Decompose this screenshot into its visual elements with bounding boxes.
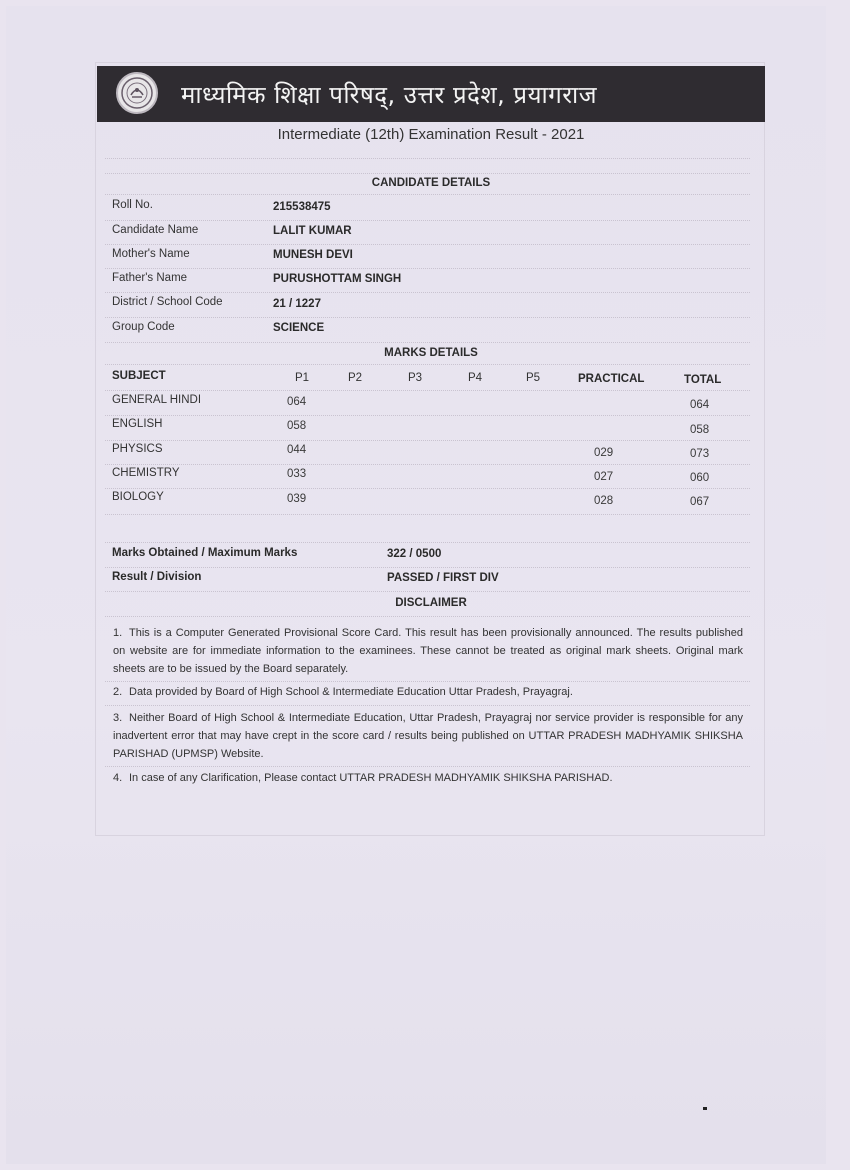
disclaimer-text: In case of any Clarification, Please contact UTTAR PRADESH MADHYAMIK SHIKSHA PARISHAD.: [129, 772, 613, 784]
divider: [105, 390, 750, 391]
district-school-code-label: District / School Code: [112, 296, 223, 308]
district-school-code-value: 21 / 1227: [273, 298, 321, 310]
disclaimer-number: 1.: [113, 627, 123, 639]
disclaimer-number: 3.: [113, 712, 123, 724]
result-division-label: Result / Division: [112, 571, 202, 583]
col-p2: P2: [348, 372, 363, 384]
mothers-name-label: Mother's Name: [112, 248, 190, 260]
disclaimer-item: [113, 769, 743, 787]
divider: [105, 342, 750, 343]
disclaimer-number: 4.: [113, 772, 123, 784]
subject-name: GENERAL HINDI: [112, 394, 202, 406]
candidate-name-value: LALIT KUMAR: [273, 225, 352, 237]
col-p3: P3: [408, 372, 423, 384]
divider: [105, 244, 750, 245]
disclaimer-number: 2.: [113, 686, 123, 698]
divider: [105, 567, 750, 568]
divider: [105, 194, 750, 195]
divider: [105, 415, 750, 416]
disclaimer-text: Neither Board of High School & Intermediate Education, Uttar Pradesh, Prayagraj nor service provider is responsible for any inadvertent error that may have crept in the score card / results being published on UTTAR PRADESH MADHYAMIK SHIKSHA PARISHAD (UPMSP) Website.: [113, 712, 743, 760]
divider: [105, 514, 750, 515]
col-p5: P5: [526, 372, 541, 384]
fathers-name-label: Father's Name: [112, 272, 188, 284]
total-mark: 064: [690, 399, 710, 411]
divider: [105, 158, 750, 159]
candidate-name-label: Candidate Name: [112, 224, 199, 236]
divider: [105, 173, 750, 174]
ink-speck: [703, 1107, 707, 1110]
board-name-hindi: माध्यमिक शिक्षा परिषद्, उत्तर प्रदेश, प्रयागराज: [181, 81, 598, 109]
p1-mark: 064: [287, 396, 307, 408]
divider: [105, 705, 750, 706]
divider: [105, 364, 750, 365]
practical-mark: 029: [594, 447, 614, 459]
exam-title: Intermediate (12th) Examination Result - 2021: [277, 126, 585, 143]
subject-name: BIOLOGY: [112, 491, 164, 503]
p1-mark: 039: [287, 493, 307, 505]
divider: [105, 292, 750, 293]
divider: [105, 464, 750, 465]
disclaimer-text: This is a Computer Generated Provisional Score Card. This result has been provisionally announced. The results published on website are for immediate information to the examinees. These cannot be treated as original mark sheets. Original mark sheets are to be issued by the Board separately.: [113, 627, 743, 675]
p1-mark: 058: [287, 420, 307, 432]
board-header: [97, 66, 765, 122]
group-code-value: SCIENCE: [273, 322, 325, 334]
divider: [105, 616, 750, 617]
col-p4: P4: [468, 372, 483, 384]
disclaimer-heading: DISCLAIMER: [395, 597, 467, 609]
subject-name: ENGLISH: [112, 418, 163, 430]
disclaimer-item: [113, 624, 743, 678]
total-mark: 067: [690, 496, 710, 508]
group-code-label: Group Code: [112, 321, 175, 333]
result-division-value: PASSED / FIRST DIV: [387, 572, 499, 584]
divider: [105, 317, 750, 318]
subject-name: PHYSICS: [112, 443, 163, 455]
disclaimer-text: Data provided by Board of High School & Intermediate Education Uttar Pradesh, Prayagraj.: [129, 686, 573, 698]
subject-name: CHEMISTRY: [112, 467, 180, 479]
board-emblem-logo: [116, 72, 158, 114]
total-mark: 058: [690, 424, 710, 436]
divider: [105, 591, 750, 592]
marks-obtained-value: 322 / 0500: [387, 548, 442, 560]
practical-mark: 028: [594, 495, 614, 507]
total-mark: 073: [690, 448, 710, 460]
mothers-name-value: MUNESH DEVI: [273, 249, 353, 261]
marks-details-heading: MARKS DETAILS: [384, 347, 478, 359]
disclaimer-item: [113, 683, 743, 701]
col-subject: SUBJECT: [112, 370, 166, 382]
practical-mark: 027: [594, 471, 614, 483]
col-p1: P1: [295, 372, 310, 384]
divider: [105, 681, 750, 682]
divider: [105, 542, 750, 543]
p1-mark: 033: [287, 468, 307, 480]
divider: [105, 440, 750, 441]
col-total: TOTAL: [684, 374, 722, 386]
candidate-details-heading: CANDIDATE DETAILS: [371, 177, 491, 189]
col-practical: PRACTICAL: [578, 373, 645, 385]
divider: [105, 766, 750, 767]
fathers-name-value: PURUSHOTTAM SINGH: [273, 273, 402, 285]
roll-no-label: Roll No.: [112, 199, 153, 211]
total-mark: 060: [690, 472, 710, 484]
marks-obtained-label: Marks Obtained / Maximum Marks: [112, 547, 298, 559]
divider: [105, 488, 750, 489]
roll-no-value: 215538475: [273, 201, 331, 213]
disclaimer-item: [113, 709, 743, 763]
divider: [105, 220, 750, 221]
divider: [105, 268, 750, 269]
p1-mark: 044: [287, 444, 307, 456]
